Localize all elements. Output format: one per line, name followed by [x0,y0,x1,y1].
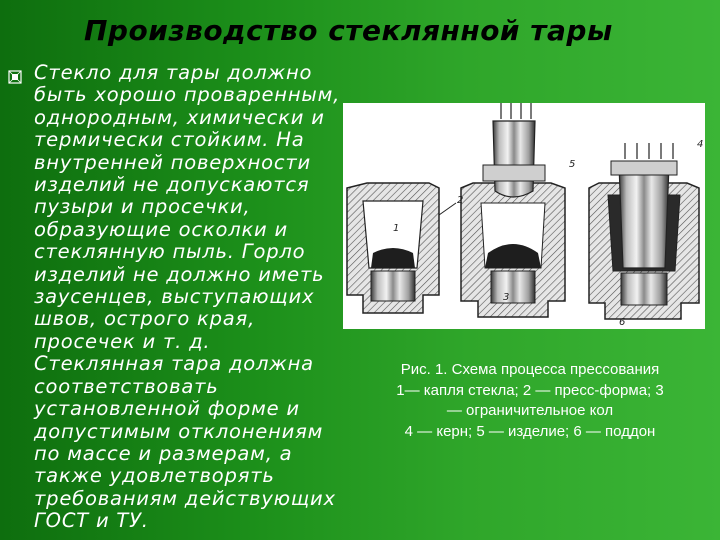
label-4: 4 [697,139,704,150]
body-line: Стеклянная тара должна [34,352,314,376]
stage-2-mould [461,103,565,317]
body-line: по массе и размерам, а [34,441,293,465]
caption-line: 1— капля стекла; 2 — пресс-форма; 3 [396,381,664,399]
label-2: 2 [457,195,464,206]
figure-caption [350,360,710,442]
body-line: швов, острого края, [34,307,256,331]
caption-line: — ограничительное кол [446,402,614,419]
pressing-diagram-svg [343,103,705,329]
body-line: однородным, химически и [34,105,325,129]
caption-line: Рис. 1. Схема процесса прессования [400,361,660,378]
body-line: установленной форме и [34,397,300,421]
label-5: 5 [569,159,576,170]
body-line: просечек и т. д. [34,329,211,353]
pressing-diagram [343,103,705,329]
caption-line: 4 — керн; 5 — изделие; 6 — поддон [404,422,656,440]
body-line: термически стойким. На [34,128,305,152]
body-line: ГОСТ и ТУ. [34,509,149,533]
label-6: 6 [619,317,626,328]
slide-title: Производство стеклянной тары [84,14,613,47]
body-line: внутренней поверхности [34,150,312,174]
bullet-square-icon [8,70,22,84]
body-line: Стекло для тары должно [34,61,313,84]
body-line: пузыри и просечки, [34,195,251,219]
label-1: 1 [393,223,400,234]
stage-3-mould [589,143,699,319]
body-line: стеклянную пыль. Горло [34,240,306,264]
body-paragraph [34,62,354,533]
body-line: также удовлетворять [34,464,275,488]
body-line: изделий не должно иметь [34,262,325,286]
body-line: быть хорошо проваренным, [34,83,341,107]
body-line: образующие осколки и [34,217,288,241]
body-line: допустимым отклонениям [34,419,324,443]
label-3: 3 [503,292,510,303]
body-line: изделий не допускаются [34,173,310,197]
body-line: соответствовать [34,374,219,398]
stage-1-mould [347,183,456,313]
body-line: требованиям действующих [34,486,336,510]
body-line: заусенцев, выступающих [34,285,315,309]
